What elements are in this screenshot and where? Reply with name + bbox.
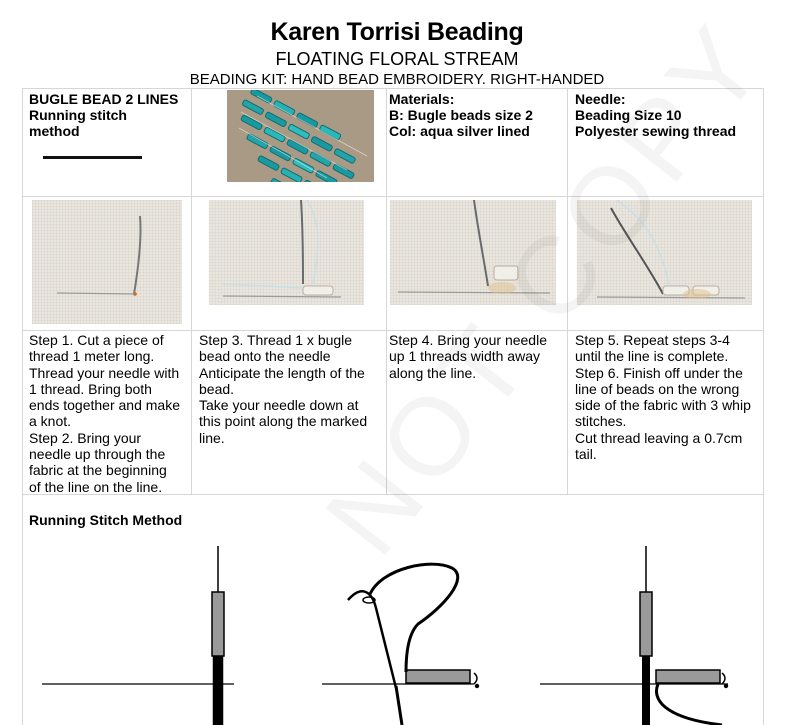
- step-3-image: [209, 200, 364, 305]
- step-line: line of beads on the wrong: [575, 380, 740, 397]
- step-line: Anticipate the length of the: [199, 364, 365, 381]
- step-line: needle up through the: [29, 446, 166, 463]
- needle-thread: Polyester sewing thread: [575, 123, 737, 139]
- step-4-image: [390, 200, 556, 305]
- step-line: bead.: [199, 380, 235, 397]
- materials-bead: B: Bugle beads size 2: [389, 107, 533, 123]
- instruction-table: [22, 88, 764, 725]
- step-line: tail.: [575, 446, 597, 463]
- step-1-2-text: [29, 332, 189, 495]
- needle-cell: [575, 91, 763, 139]
- technique-line-2: Running stitch: [29, 107, 127, 123]
- step-line: Step 4. Bring your needle: [389, 332, 547, 348]
- step-line: of the line on the line.: [29, 478, 163, 495]
- step-line: side of the fabric with 3 whip: [575, 397, 751, 414]
- step-line: along the line.: [389, 364, 477, 381]
- step-line: ends together and make: [29, 397, 180, 414]
- step-line: up 1 threads width away: [389, 348, 540, 365]
- step-3-text: [199, 332, 385, 446]
- step-1-photo: [32, 200, 182, 324]
- step-line: until the line is complete.: [575, 348, 729, 365]
- step-line: stitches.: [575, 413, 627, 430]
- step-1-image: [32, 200, 182, 324]
- technique-cell: [29, 91, 189, 139]
- pattern-title: FLOATING FLORAL STREAM: [275, 49, 519, 69]
- step-5-image: [577, 200, 752, 305]
- kit-subtitle: BEADING KIT: HAND BEAD EMBROIDERY. RIGHT-HANDED: [189, 71, 605, 88]
- materials-colour: Col: aqua silver lined: [389, 123, 530, 139]
- materials-heading: Materials:: [389, 91, 455, 107]
- technique-line-3: method: [29, 123, 80, 139]
- materials-cell: [389, 91, 565, 139]
- needle-heading: Needle:: [575, 91, 626, 107]
- diagram-title: Running Stitch Method: [29, 512, 183, 528]
- step-line: Step 6. Finish off under the: [575, 364, 743, 381]
- technique-line-1: BUGLE BEAD 2 LINES: [29, 91, 179, 107]
- step-5-6-text: [575, 332, 763, 462]
- step-5-photo: [577, 200, 752, 305]
- step-line: Step 3. Thread 1 x bugle: [199, 332, 353, 348]
- step-line: bead onto the needle: [199, 348, 331, 365]
- step-line: Cut thread leaving a 0.7cm: [575, 429, 743, 446]
- step-4-text: [389, 332, 565, 381]
- diagram-figure-1: [42, 546, 234, 725]
- step-line: Step 2. Bring your: [29, 429, 142, 446]
- step-line: a knot.: [29, 413, 72, 430]
- step-line: line.: [199, 429, 225, 446]
- line-sample: [43, 156, 142, 159]
- step-line: 1 thread. Bring both: [29, 380, 152, 397]
- bugle-beads-image: [227, 90, 374, 182]
- step-line: thread 1 meter long.: [29, 348, 155, 365]
- step-line: fabric at the beginning: [29, 462, 167, 479]
- needle-size: Beading Size 10: [575, 107, 682, 123]
- step-3-photo: [209, 200, 364, 305]
- step-line: this point along the marked: [199, 413, 368, 430]
- diagram-figure-3: [540, 546, 728, 725]
- step-line: Take your needle down at: [199, 397, 359, 414]
- step-line: Step 5. Repeat steps 3-4: [575, 332, 730, 348]
- bugle-beads-photo: [227, 90, 374, 182]
- brand-title: Karen Torrisi Beading: [270, 18, 524, 46]
- step-line: Thread your needle with: [29, 364, 180, 381]
- step-4-photo: [390, 200, 556, 305]
- step-line: Step 1. Cut a piece of: [29, 332, 164, 348]
- running-stitch-diagram: [22, 528, 763, 725]
- diagram-figure-2: [322, 564, 479, 725]
